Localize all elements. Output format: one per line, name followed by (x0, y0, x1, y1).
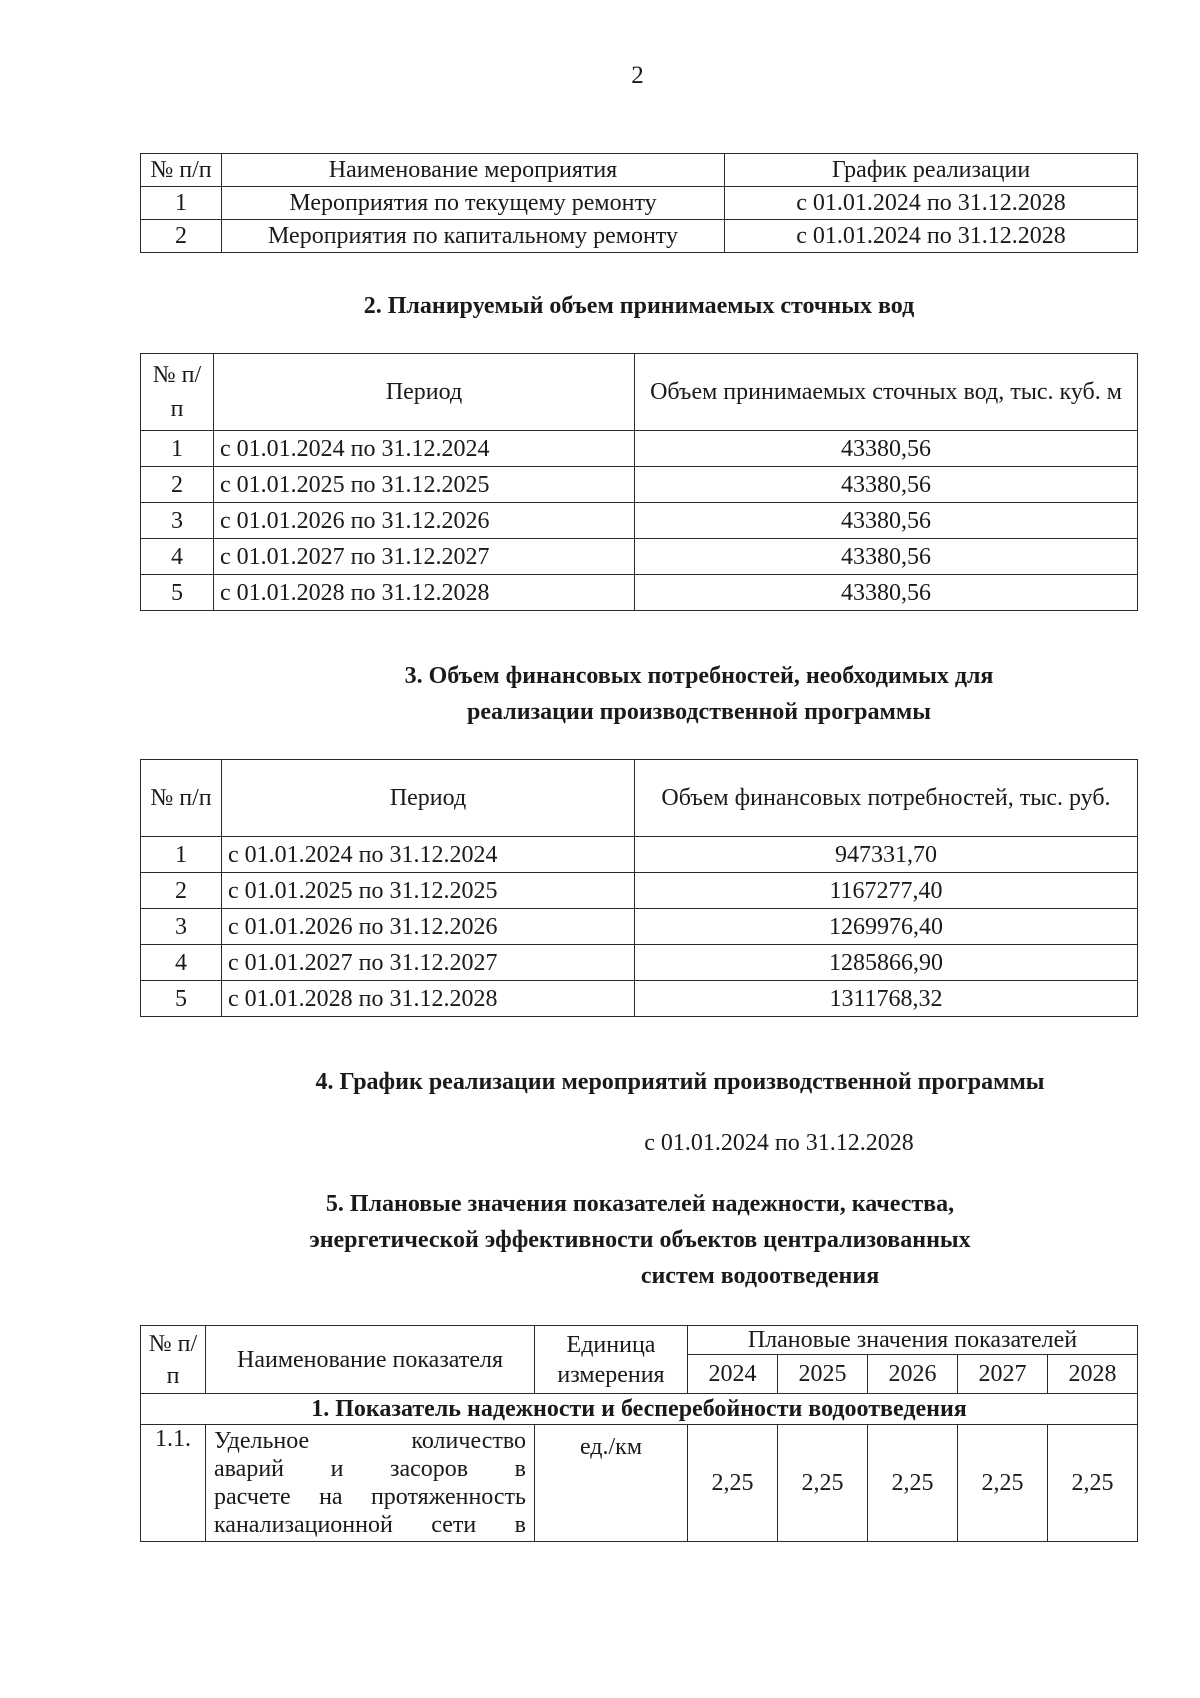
cell: 1 (141, 187, 222, 220)
cell: 2,25 (777, 1425, 867, 1542)
column-header: Наименование показателя (206, 1326, 535, 1394)
table-header-row (141, 1326, 1138, 1355)
section-2-title: 2. Планируемый объем принимаемых сточных вод (363, 293, 915, 319)
column-header: Период (222, 760, 635, 837)
cell: с 01.01.2028 по 31.12.2028 (214, 575, 635, 611)
column-header: № п/п (141, 1326, 206, 1394)
cell: 5 (141, 981, 222, 1017)
cell: 1167277,40 (635, 873, 1138, 909)
indicator-name (206, 1425, 535, 1542)
table-row (141, 503, 1138, 539)
group-heading: 1. Показатель надежности и бесперебойности водоотведения (141, 1394, 1138, 1425)
column-header: Объем финансовых потребностей, тыс. руб. (635, 760, 1138, 837)
column-header: Период (214, 354, 635, 431)
table-row (141, 981, 1138, 1017)
table-row (141, 187, 1138, 220)
cell: 1 (141, 431, 214, 467)
cell: 43380,56 (635, 575, 1138, 611)
cell: 43380,56 (635, 467, 1138, 503)
cell: с 01.01.2024 по 31.12.2024 (222, 837, 635, 873)
cell: 1 (141, 837, 222, 873)
column-header: График реализации (725, 154, 1138, 187)
year-header: 2025 (777, 1355, 867, 1394)
indicator-name-line: канализационной сети в (214, 1512, 526, 1538)
cell: 2 (141, 467, 214, 503)
cell: с 01.01.2024 по 31.12.2024 (214, 431, 635, 467)
cell: 2,25 (1047, 1425, 1137, 1542)
cell: с 01.01.2027 по 31.12.2027 (214, 539, 635, 575)
cell: с 01.01.2024 по 31.12.2028 (725, 220, 1138, 253)
cell: 3 (141, 909, 222, 945)
cell: с 01.01.2026 по 31.12.2026 (214, 503, 635, 539)
cell: 4 (141, 539, 214, 575)
cell: 1269976,40 (635, 909, 1138, 945)
cell: с 01.01.2025 по 31.12.2025 (214, 467, 635, 503)
section-4-period: с 01.01.2024 по 31.12.2028 (644, 1130, 914, 1156)
cell: 1285866,90 (635, 945, 1138, 981)
section-5-title-line-2: энергетической эффективности объектов централизованных (309, 1227, 971, 1253)
cell: 2 (141, 220, 222, 253)
table-row (141, 539, 1138, 575)
cell: 2,25 (688, 1425, 778, 1542)
table-header-row (141, 154, 1138, 187)
column-header: № п/п (141, 154, 222, 187)
year-header: 2027 (957, 1355, 1047, 1394)
cell: с 01.01.2027 по 31.12.2027 (222, 945, 635, 981)
table-row (141, 220, 1138, 253)
table-row (141, 431, 1138, 467)
cell: 4 (141, 945, 222, 981)
column-header: № п/п (141, 760, 222, 837)
column-header: Наименование мероприятия (222, 154, 725, 187)
cell: 43380,56 (635, 503, 1138, 539)
cell: Мероприятия по текущему ремонту (222, 187, 725, 220)
indicator-name-line: Удельное количество (214, 1428, 526, 1454)
indicators-table (140, 1325, 1138, 1542)
cell: 5 (141, 575, 214, 611)
column-header: Объем принимаемых сточных вод, тыс. куб. м (635, 354, 1138, 431)
table-row (141, 909, 1138, 945)
cell: 2,25 (957, 1425, 1047, 1542)
cell: ед./км (535, 1425, 688, 1542)
group-row (141, 1394, 1138, 1425)
section-3-title-line-2: реализации производственной программы (467, 699, 931, 725)
section-4-title: 4. График реализации мероприятий производственной программы (315, 1069, 1045, 1095)
cell: 2,25 (867, 1425, 957, 1542)
table-header-row (141, 760, 1138, 837)
activities-table (140, 153, 1138, 253)
wastewater-volume-table (140, 353, 1138, 611)
cell: с 01.01.2026 по 31.12.2026 (222, 909, 635, 945)
year-header: 2028 (1047, 1355, 1137, 1394)
cell: 3 (141, 503, 214, 539)
section-5-title-line-3: систем водоотведения (640, 1263, 880, 1289)
cell: 43380,56 (635, 539, 1138, 575)
indicator-name-line: аварий и засоров в (214, 1456, 526, 1482)
column-header: Единица измерения (535, 1326, 688, 1394)
cell: 43380,56 (635, 431, 1138, 467)
table-row (141, 467, 1138, 503)
cell: с 01.01.2028 по 31.12.2028 (222, 981, 635, 1017)
table-row (141, 1425, 1138, 1542)
cell: 1311768,32 (635, 981, 1138, 1017)
cell: Мероприятия по капитальному ремонту (222, 220, 725, 253)
column-header: Плановые значения показателей (688, 1326, 1138, 1355)
cell: с 01.01.2025 по 31.12.2025 (222, 873, 635, 909)
column-header: № п/п (141, 354, 214, 431)
cell: с 01.01.2024 по 31.12.2028 (725, 187, 1138, 220)
page-number: 2 (631, 62, 644, 89)
table-row (141, 575, 1138, 611)
table-row (141, 945, 1138, 981)
table-row (141, 837, 1138, 873)
table-row (141, 873, 1138, 909)
cell: 947331,70 (635, 837, 1138, 873)
section-5-title-line-1: 5. Плановые значения показателей надежности, качества, (325, 1191, 955, 1217)
financial-needs-table (140, 759, 1138, 1017)
year-header: 2024 (688, 1355, 778, 1394)
cell: 1.1. (141, 1425, 206, 1542)
section-3-title-line-1: 3. Объем финансовых потребностей, необходимых для (404, 663, 994, 689)
indicator-name-line: расчете на протяженность (214, 1484, 526, 1510)
cell: 2 (141, 873, 222, 909)
table-header-row (141, 354, 1138, 431)
year-header: 2026 (867, 1355, 957, 1394)
